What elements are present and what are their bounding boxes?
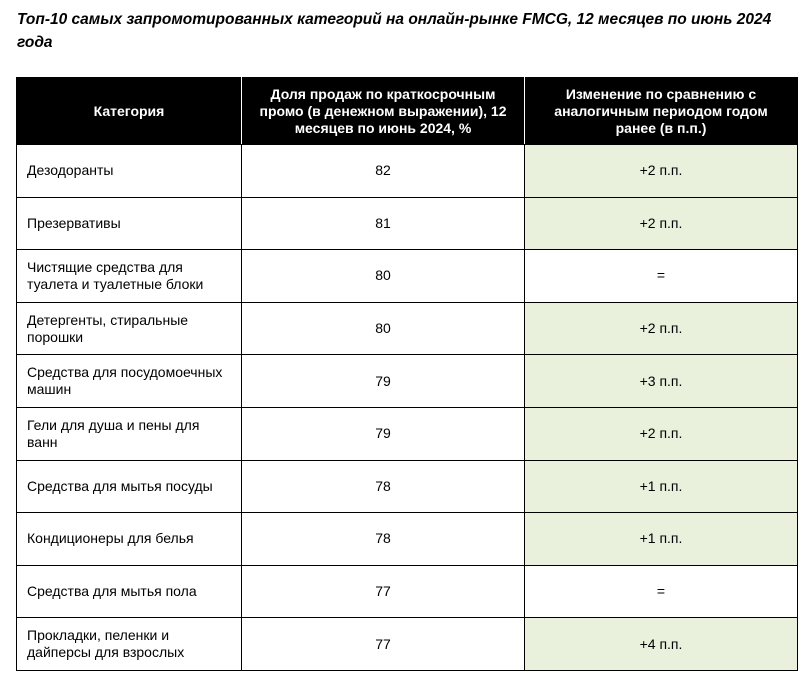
cell-share: 77 bbox=[242, 618, 525, 671]
table-row bbox=[17, 302, 798, 355]
cell-change: +2 п.п. bbox=[525, 407, 798, 460]
cell-change: +1 п.п. bbox=[525, 460, 798, 513]
cell-category: Средства для мытья посуды bbox=[17, 460, 242, 513]
cell-share: 82 bbox=[242, 145, 525, 198]
header-category: Категория bbox=[17, 78, 242, 145]
cell-share: 78 bbox=[242, 460, 525, 513]
promo-categories-table bbox=[16, 77, 798, 671]
table-row bbox=[17, 407, 798, 460]
table-row bbox=[17, 565, 798, 618]
table-row bbox=[17, 145, 798, 198]
cell-category: Дезодоранты bbox=[17, 145, 242, 198]
cell-category: Гели для душа и пены для ванн bbox=[17, 407, 242, 460]
table-row bbox=[17, 460, 798, 513]
cell-category: Средства для посудомоечных машин bbox=[17, 355, 242, 408]
header-change: Изменение по сравнению с аналогичным периодом годом ранее (в п.п.) bbox=[525, 78, 798, 145]
cell-share: 79 bbox=[242, 355, 525, 408]
table-row bbox=[17, 197, 798, 250]
cell-change: +2 п.п. bbox=[525, 302, 798, 355]
cell-change: +1 п.п. bbox=[525, 513, 798, 566]
cell-change: +4 п.п. bbox=[525, 618, 798, 671]
table-row bbox=[17, 513, 798, 566]
cell-share: 80 bbox=[242, 302, 525, 355]
cell-category: Кондиционеры для белья bbox=[17, 513, 242, 566]
cell-change: = bbox=[525, 565, 798, 618]
cell-share: 77 bbox=[242, 565, 525, 618]
cell-category: Чистящие средства для туалета и туалетные блоки bbox=[17, 250, 242, 303]
table-row bbox=[17, 355, 798, 408]
cell-category: Прокладки, пеленки и дайперсы для взрослых bbox=[17, 618, 242, 671]
header-share: Доля продаж по краткосрочным промо (в денежном выражении), 12 месяцев по июнь 2024, % bbox=[242, 78, 525, 145]
cell-share: 80 bbox=[242, 250, 525, 303]
header-row bbox=[17, 78, 798, 145]
cell-change: +3 п.п. bbox=[525, 355, 798, 408]
cell-category: Детергенты, стиральные порошки bbox=[17, 302, 242, 355]
table-row bbox=[17, 250, 798, 303]
cell-category: Презервативы bbox=[17, 197, 242, 250]
cell-share: 78 bbox=[242, 513, 525, 566]
cell-share: 79 bbox=[242, 407, 525, 460]
table-row bbox=[17, 618, 798, 671]
cell-share: 81 bbox=[242, 197, 525, 250]
cell-change: = bbox=[525, 250, 798, 303]
cell-change: +2 п.п. bbox=[525, 197, 798, 250]
cell-change: +2 п.п. bbox=[525, 145, 798, 198]
table-title: Топ-10 самых запромотированных категорий на онлайн-рынке FMCG, 12 месяцев по июнь 2024 года bbox=[17, 11, 772, 51]
cell-category: Средства для мытья пола bbox=[17, 565, 242, 618]
